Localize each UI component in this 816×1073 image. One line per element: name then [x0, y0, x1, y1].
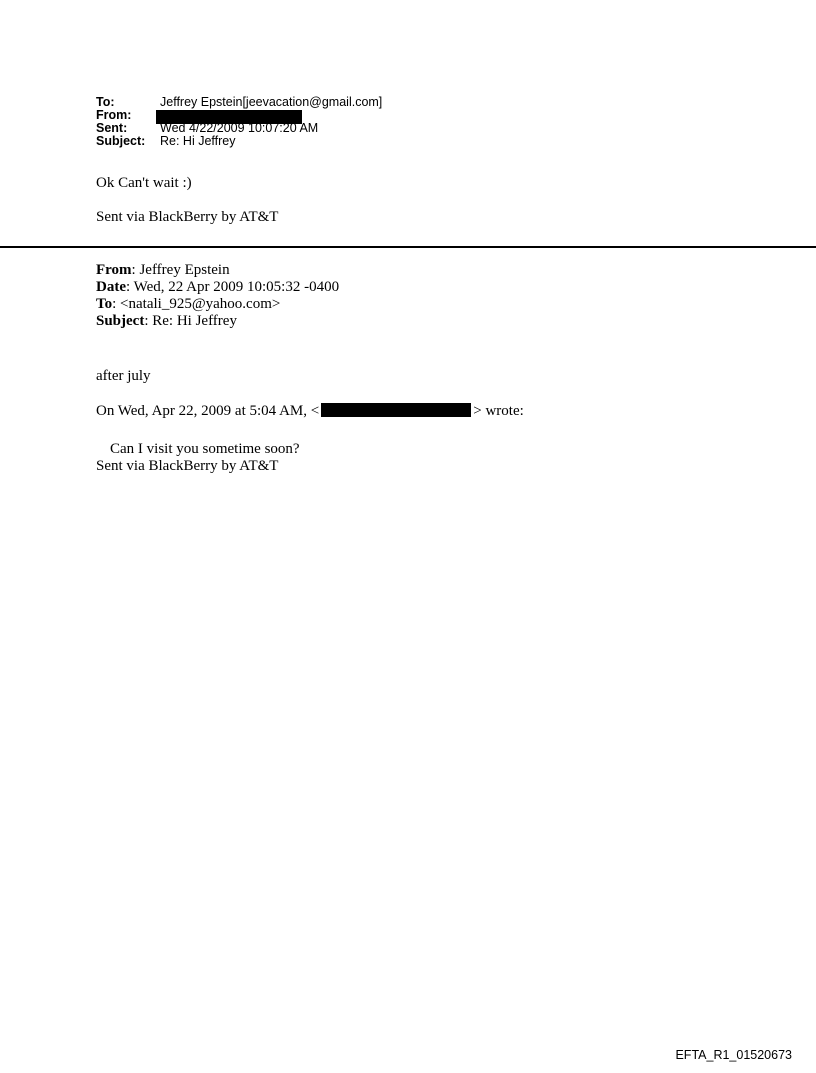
to-label: To: — [96, 95, 115, 109]
quoted-to-value: : <natali_925@yahoo.com> — [112, 296, 281, 312]
quoted-date-value: : Wed, 22 Apr 2009 10:05:32 -0400 — [126, 279, 340, 295]
signature: Sent via BlackBerry by AT&T — [96, 209, 279, 225]
quoted-to-row — [96, 296, 339, 313]
subject-label: Subject: — [96, 134, 146, 148]
quoted-subject-label: Subject — [96, 313, 145, 329]
quoted-date-label: Date — [96, 279, 126, 295]
wrote-line — [96, 403, 524, 420]
quoted-from-row — [96, 262, 339, 279]
sent-label: Sent: — [96, 121, 128, 135]
redaction-box — [321, 403, 471, 417]
wrote-suffix: > wrote: — [473, 403, 524, 419]
quoted-from-label: From — [96, 262, 132, 278]
wrote-prefix: On Wed, Apr 22, 2009 at 5:04 AM, < — [96, 403, 320, 419]
from-label: From: — [96, 108, 132, 122]
sent-value: Wed 4/22/2009 10:07:20 AM — [160, 121, 319, 135]
quoted-from-value: : Jeffrey Epstein — [131, 262, 230, 278]
quoted-subject-value: : Re: Hi Jeffrey — [144, 313, 237, 329]
quoted-subject-row — [96, 313, 339, 330]
document-id: EFTA_R1_01520673 — [675, 1048, 792, 1062]
quoted-header — [96, 262, 339, 330]
subject-value: Re: Hi Jeffrey — [160, 134, 236, 148]
to-value: Jeffrey Epstein[jeevacation@gmail.com] — [160, 95, 383, 109]
divider — [0, 246, 816, 248]
quoted-message: after july — [96, 368, 151, 384]
quoted-date-row — [96, 279, 339, 296]
inner-message: Can I visit you sometime soon? — [110, 441, 300, 457]
message-body: Ok Can't wait :) — [96, 175, 192, 191]
quoted-to-label: To — [96, 296, 113, 312]
inner-signature: Sent via BlackBerry by AT&T — [96, 458, 279, 474]
